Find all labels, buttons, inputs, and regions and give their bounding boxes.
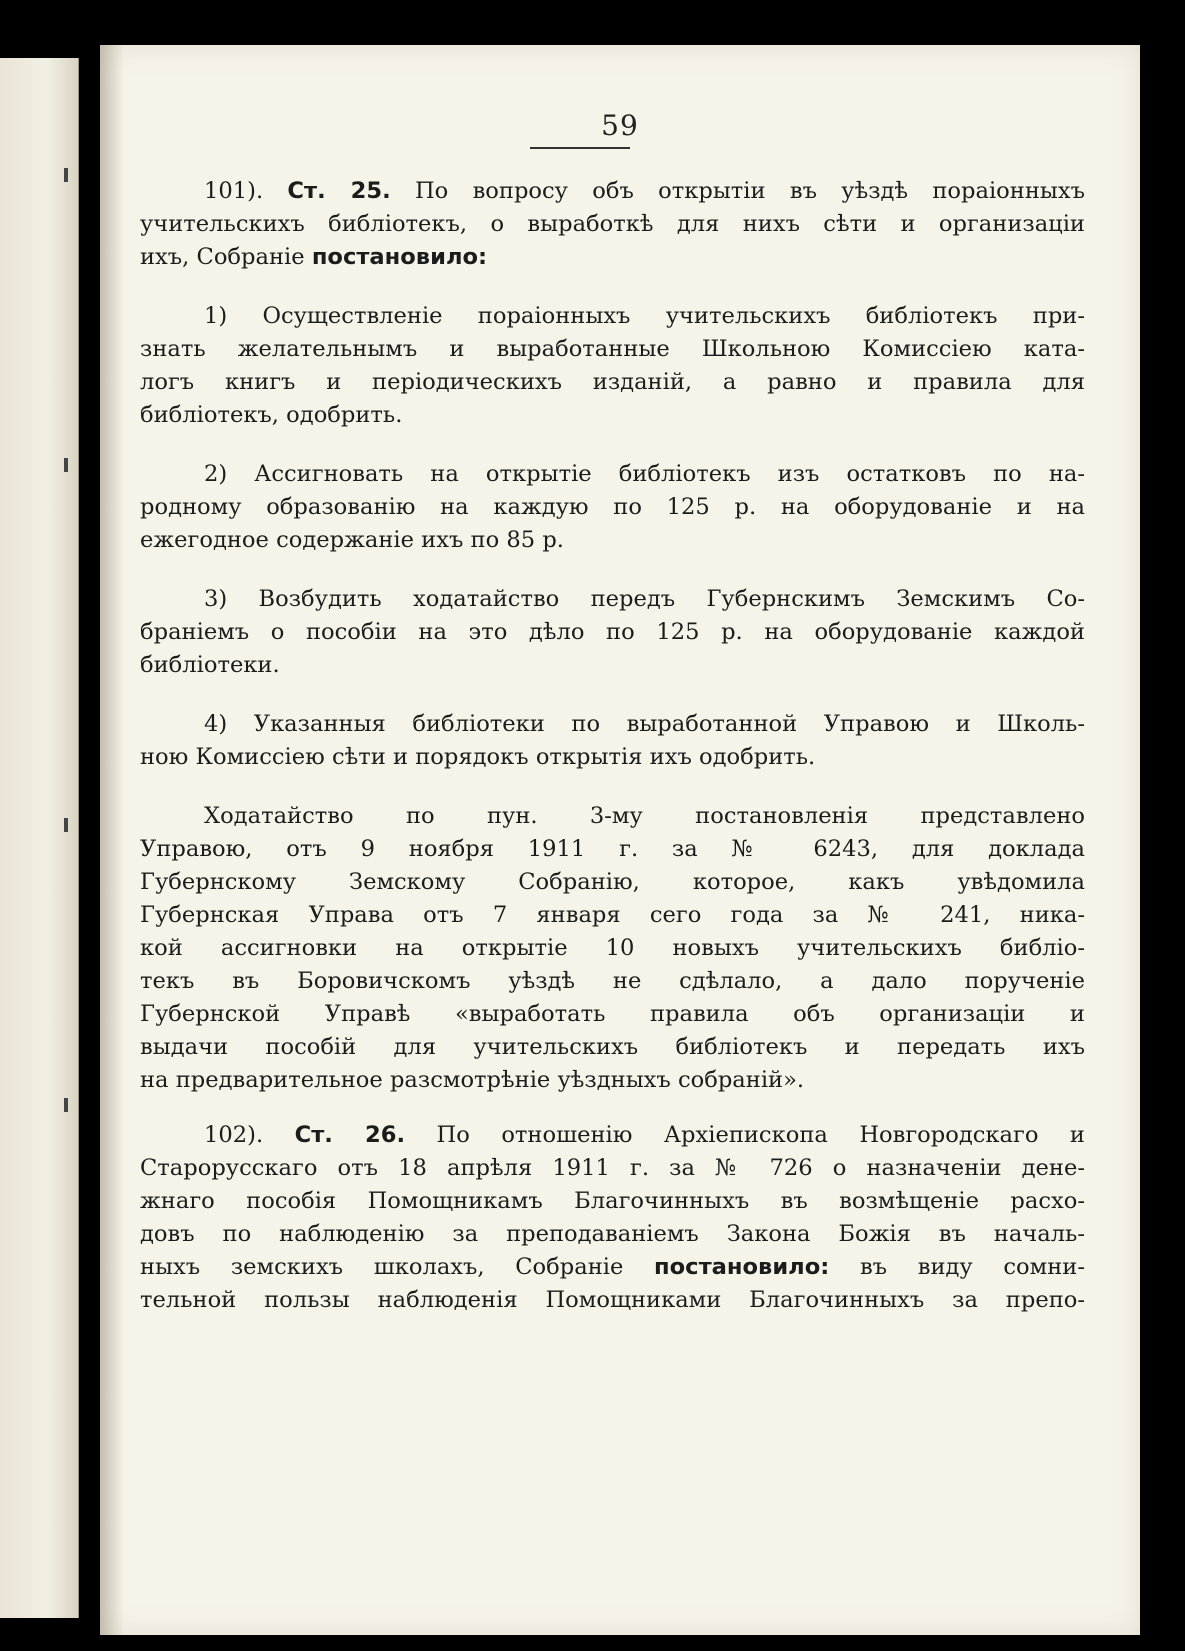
text-line	[140, 175, 1085, 208]
text-line: тельной пользы наблюденія Помощниками Благочинныхъ за препо-	[140, 1287, 1085, 1313]
text-line: Ходатайство по пун. 3-му постановленія представлено	[204, 803, 1085, 829]
text-line	[140, 1251, 1085, 1284]
text-line	[140, 1119, 1085, 1152]
text-line: браніемъ о пособіи на это дѣло по 125 р. на оборудованіе каждой	[140, 619, 1085, 645]
paragraph-number: 102).	[204, 1122, 295, 1148]
text-line: 1) Осуществленіе пораіонныхъ учительскихъ библіотекъ при-	[204, 303, 1085, 329]
text-line: 3) Возбудить ходатайство передъ Губернскимъ Земскимъ Со-	[204, 586, 1085, 612]
text-line: ною Комиссіею сѣти и порядокъ открытія ихъ одобрить.	[140, 744, 816, 770]
article-ref: Ст. 26.	[294, 1122, 406, 1148]
paragraph-101	[140, 175, 1085, 274]
text-line: 2) Ассигновать на открытіе библіотекъ изъ остатковъ по на-	[204, 461, 1085, 487]
paragraph-number: 101).	[204, 178, 288, 204]
text-span: ихъ, Собраніе	[140, 244, 312, 270]
text-line: Губернская Управа отъ 7 января сего года за № 241, ника-	[140, 902, 1085, 928]
text-line: логъ книгъ и періодическихъ изданій, а равно и правила для	[140, 369, 1085, 395]
text-line: на предварительное разсмотрѣніе уѣздныхъ собраній».	[140, 1067, 805, 1093]
decision-keyword: постановило:	[311, 244, 488, 270]
edge-mark	[64, 1098, 68, 1112]
text-line: жнаго пособія Помощникамъ Благочинныхъ въ возмѣщеніе расхо-	[140, 1188, 1085, 1214]
edge-mark	[64, 458, 68, 472]
paragraph-102	[140, 1119, 1085, 1317]
article-ref: Ст. 25.	[287, 178, 391, 204]
text-line: ежегодное содержаніе ихъ по 85 р.	[140, 527, 564, 553]
edge-mark	[64, 818, 68, 832]
book-page	[100, 45, 1140, 1635]
text-line: Губернской Управѣ «выработать правила объ организаціи и	[140, 1001, 1085, 1027]
text-line: кой ассигновки на открытіе 10 новыхъ учительскихъ библіо-	[140, 935, 1085, 961]
text-line: выдачи пособій для учительскихъ библіотекъ и передать ихъ	[140, 1034, 1085, 1060]
text-line: 4) Указанныя библіотеки по выработанной Управою и Школь-	[204, 711, 1085, 737]
decision-keyword: постановило:	[654, 1254, 830, 1280]
text-line: Управою, отъ 9 ноября 1911 г. за № 6243, для доклада	[140, 836, 1085, 862]
edge-mark	[64, 168, 68, 182]
petition-note	[140, 800, 1085, 1097]
text-line: учительскихъ библіотекъ, о выработкѣ для нихъ сѣти и организаціи	[140, 211, 1085, 237]
text-line	[140, 241, 1085, 274]
page-number: 59	[601, 109, 639, 142]
page-text	[140, 175, 1085, 1317]
text-line: родному образованію на каждую по 125 р. на оборудованіе и на	[140, 494, 1085, 520]
resolution-item-2	[140, 458, 1085, 557]
text-line: библіотеки.	[140, 652, 280, 678]
page-number-rule	[530, 147, 630, 149]
text-line: Губернскому Земскому Собранію, которое, какъ увѣдомила	[140, 869, 1085, 895]
spine-shadow	[100, 45, 124, 1635]
resolution-item-3	[140, 583, 1085, 682]
text-line: текъ въ Боровичскомъ уѣздѣ не сдѣлало, а дало порученіе	[140, 968, 1085, 994]
text-line: библіотекъ, одобрить.	[140, 402, 403, 428]
text-line: знать желательнымъ и выработанные Школьною Комиссіею ката-	[140, 336, 1085, 362]
text-line: довъ по наблюденію за преподаваніемъ Закона Божія въ началь-	[140, 1221, 1085, 1247]
text-span: По отношенію Архіепископа Новгородскаго и	[405, 1122, 1085, 1148]
text-line: Старорусскаго отъ 18 апрѣля 1911 г. за № 726 о назначеніи дене-	[140, 1155, 1085, 1181]
text-span: По вопросу объ открытіи въ уѣздѣ пораіонныхъ	[390, 178, 1085, 204]
resolution-item-4	[140, 708, 1085, 774]
resolution-item-1	[140, 300, 1085, 432]
text-span: ныхъ земскихъ школахъ, Собраніе	[140, 1254, 655, 1280]
text-span: въ виду сомни-	[829, 1254, 1085, 1280]
left-page-edge	[0, 58, 79, 1618]
